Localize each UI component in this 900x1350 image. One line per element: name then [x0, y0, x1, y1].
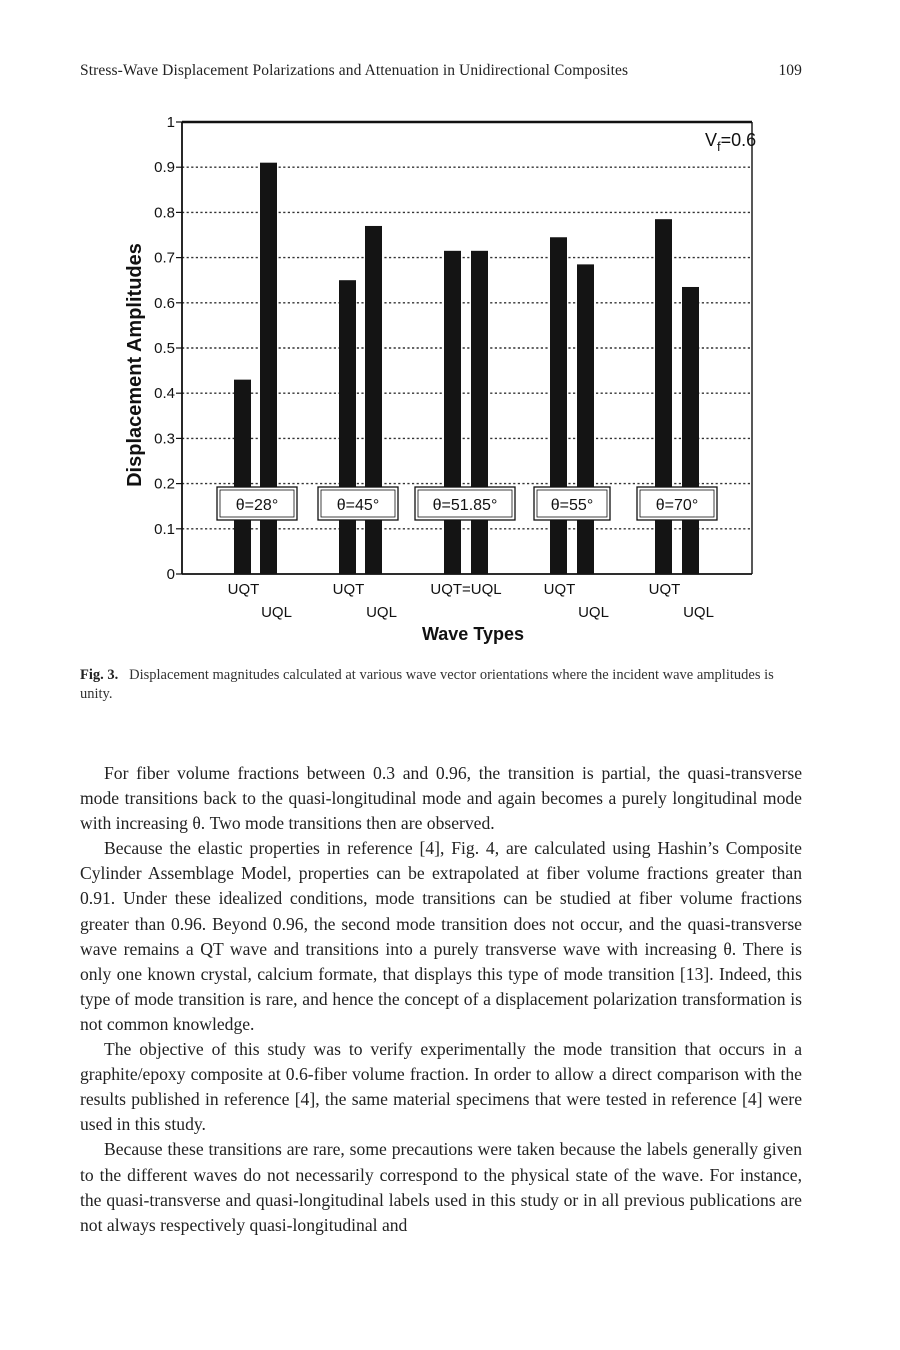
y-tick-label: 0.6 — [154, 294, 175, 312]
volume-fraction-annotation: $V_f=0.6$ — [705, 130, 757, 154]
bar — [234, 380, 251, 574]
wave-type-label-top: UQT — [227, 581, 260, 598]
bar — [365, 226, 382, 574]
bar — [471, 251, 488, 574]
caption-text: Displacement magnitudes calculated at various wave vector orientations where the incident wave amplitudes is unity. — [80, 667, 774, 702]
bar — [339, 280, 356, 574]
paragraph-3: The objective of this study was to verify experimentally the mode transition that occurs in a graphite/epoxy composite at 0.6-fiber volume fraction. In order to allow a direct comparison with the results published in reference [4], the same material specimens that were tested in reference [4] were used in this study. — [80, 1039, 802, 1135]
y-tick-label: 0 — [166, 566, 175, 583]
x-axis-title: Wave Types — [421, 624, 525, 644]
wave-type-label-bottom: UQL — [683, 604, 714, 621]
page-number: 109 — [778, 62, 802, 79]
wave-type-label-top: UQT — [332, 581, 365, 598]
y-tick-label: 0.4 — [154, 385, 175, 403]
y-axis-title: Displacement Amplitudes — [124, 243, 146, 487]
body-text — [80, 761, 802, 1238]
paragraph-2: Because the elastic properties in reference [4], Fig. 4, are calculated using Hashin’s Composite Cylinder Assemblage Model, properties can be extrapolated at fiber volume fractions greater than 0.91. Under these idealized conditions, mode transitions can be studied at fiber volume fractions greater than 0.96. Beyond 0.96, the second mode transition does not occur, and the quasi-transverse wave remains a QT wave and transitions into a purely transverse wave with increasing θ. There is only one known crystal, calcium formate, that displays this type of mode transition [13]. Indeed, this type of mode transition is rare, and hence the concept of a displacement polarization transformation is not common knowledge. — [80, 838, 802, 1034]
bar — [577, 264, 594, 574]
wave-type-label-top: UQT — [543, 581, 576, 598]
y-tick-label: 0.5 — [154, 340, 175, 357]
y-tick-label: 1 — [166, 114, 175, 131]
paragraph-1: For fiber volume fractions between 0.3 and 0.96, the transition is partial, the quasi-transverse mode transitions back to the quasi-longitudinal mode and again becomes a purely longitudinal mode with increasing θ. Two mode transitions then are observed. — [80, 763, 802, 834]
bar — [550, 237, 567, 574]
caption-label: Fig. 3. — [80, 667, 119, 683]
running-title: Stress-Wave Displacement Polarizations and Attenuation in Unidirectional Composites — [80, 62, 629, 79]
wave-type-label-bottom: UQL — [366, 604, 397, 621]
angle-label: θ=45° — [336, 497, 380, 514]
y-tick-label: 0.3 — [154, 430, 175, 448]
y-tick-label: 0.2 — [154, 475, 175, 493]
y-tick-label: 0.9 — [154, 159, 175, 177]
wave-type-label-top: UQT=UQL — [430, 581, 502, 598]
angle-label: θ=28° — [235, 497, 279, 514]
wave-type-label-bottom: UQL — [261, 604, 292, 621]
y-tick-label: 0.1 — [154, 520, 175, 538]
bar — [682, 287, 699, 574]
wave-type-label-top: UQT — [648, 581, 681, 598]
bar — [444, 251, 461, 574]
wave-type-label-bottom: UQL — [578, 604, 609, 621]
bar-chart — [0, 0, 900, 660]
y-tick-label: 0.7 — [154, 249, 175, 267]
figure-caption — [80, 666, 802, 704]
angle-label: θ=70° — [655, 497, 699, 514]
angle-label: θ=51.85° — [432, 497, 498, 514]
paragraph-4: Because these transitions are rare, some precautions were taken because the labels generally given to the different waves do not necessarily correspond to the physical state of the wave. For instance, the quasi-transverse and quasi-longitudinal labels used in this study or in all previous publications are not always respectively quasi-longitudinal and — [80, 1139, 802, 1235]
angle-label: θ=55° — [550, 497, 594, 514]
y-tick-label: 0.8 — [154, 204, 175, 222]
bar — [655, 219, 672, 574]
